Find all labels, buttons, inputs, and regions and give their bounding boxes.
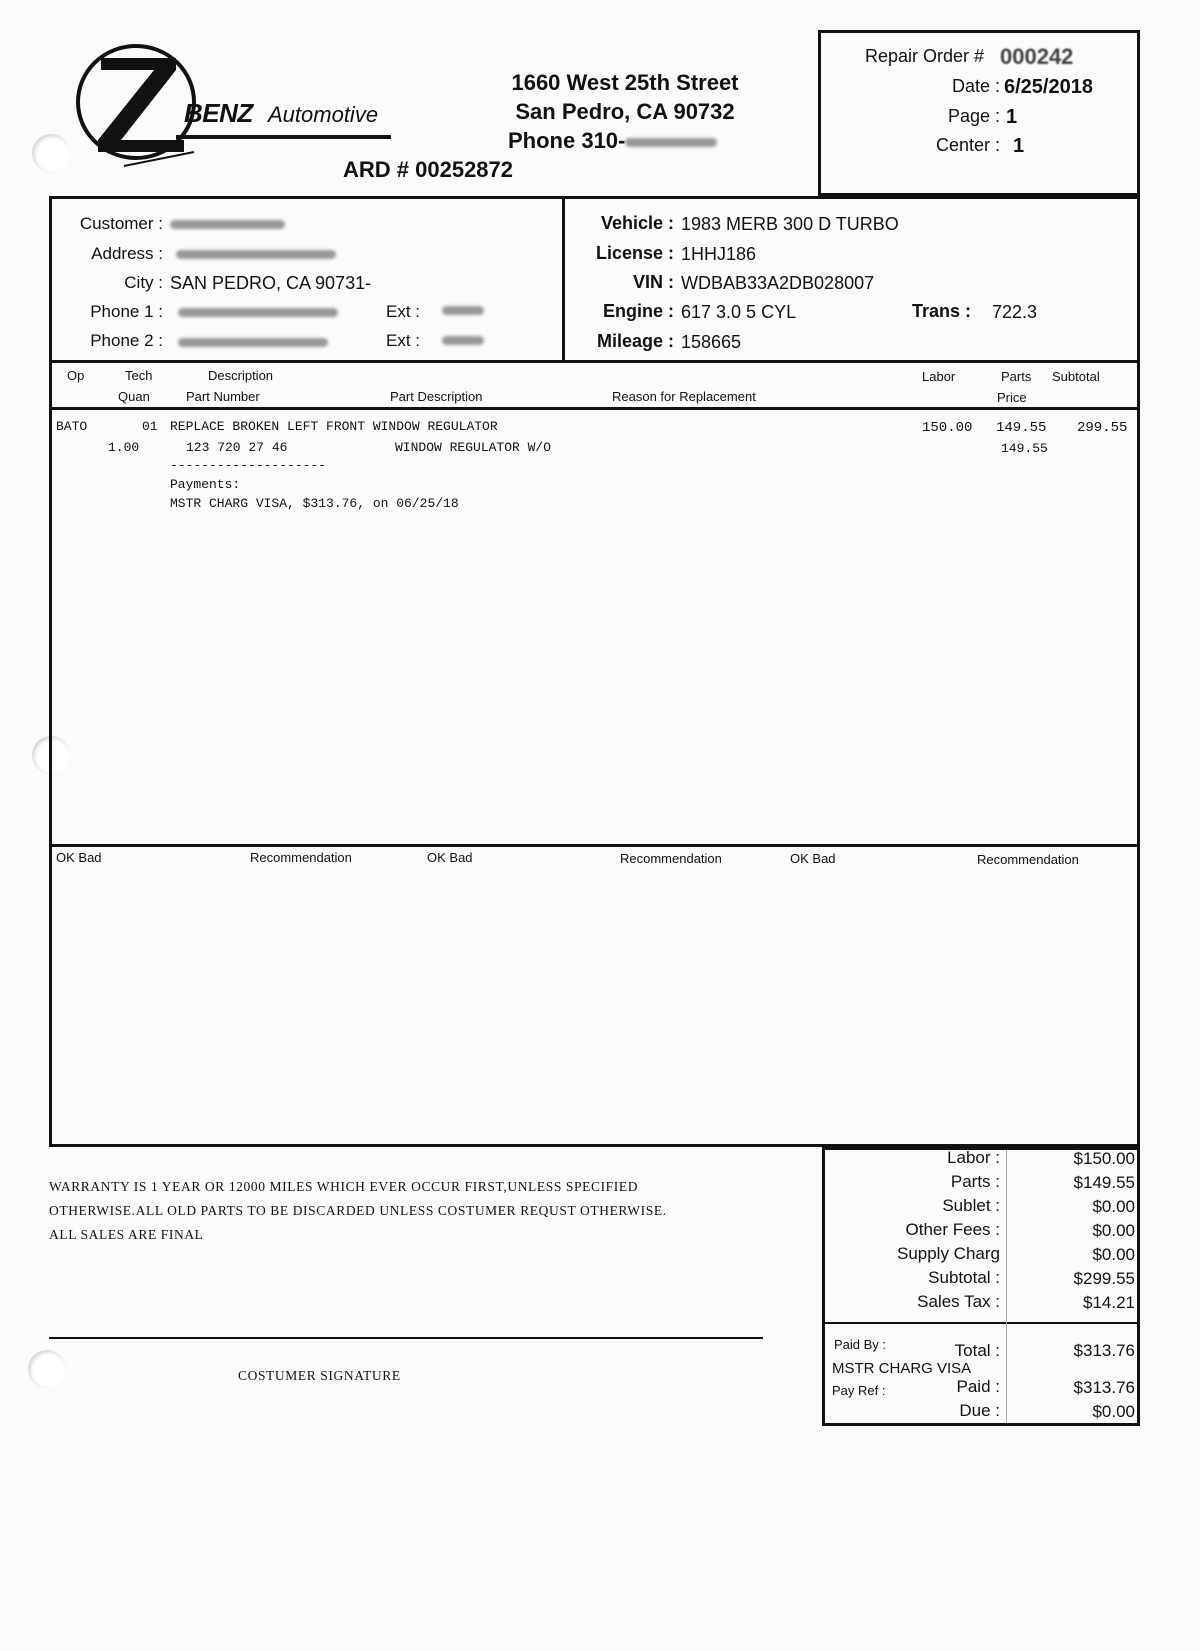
line-subtotal: 299.55: [1077, 420, 1128, 436]
page-value: 1: [1006, 106, 1018, 128]
totals-parts-value: $149.55: [1073, 1173, 1135, 1192]
totals-labor-label: Labor :: [947, 1148, 1000, 1167]
totals-due-value: $0.00: [1092, 1402, 1135, 1421]
totals-divider: [825, 1322, 1137, 1324]
redacted-phone1: [178, 308, 338, 317]
license-value: 1HHJ186: [681, 244, 757, 264]
shop-address-line1: 1660 West 25th Street: [511, 70, 739, 95]
header-divider: [49, 407, 1140, 410]
totals-paid-label: Paid :: [956, 1377, 1000, 1396]
city-value: SAN PEDRO, CA 90731-: [170, 273, 372, 293]
totals-subtotal-label: Subtotal :: [928, 1268, 1000, 1287]
line-tech: 01: [142, 419, 158, 434]
address-label: Address :: [91, 244, 163, 263]
totals-other-label: Other Fees :: [905, 1220, 1000, 1239]
rec-label-3: Recommendation: [977, 852, 1079, 867]
redacted-address: [176, 250, 336, 259]
phone2-label: Phone 2 :: [90, 331, 163, 350]
rec-okbad-1: OK Bad: [56, 850, 102, 865]
totals-sublet-value: $0.00: [1092, 1197, 1135, 1216]
shop-phone-label: Phone 310-: [508, 128, 626, 153]
date-value: 6/25/2018: [1004, 76, 1093, 98]
totals-labor-value: $150.00: [1073, 1149, 1135, 1168]
warranty-line2: OTHERWISE.ALL OLD PARTS TO BE DISCARDED UNLESS COSTUMER REQUST OTHERWISE.: [49, 1203, 667, 1218]
paid-by-label: Paid By :: [834, 1337, 887, 1352]
redacted-customer-name: [170, 220, 285, 229]
col-op: Op: [67, 368, 85, 383]
warranty-line3: ALL SALES ARE FINAL: [49, 1227, 204, 1242]
vehicle-label: Vehicle :: [600, 213, 674, 233]
col-reason: Reason for Replacement: [612, 389, 756, 404]
redacted-ext2: [442, 336, 484, 345]
page-label: Page :: [947, 106, 1000, 126]
pay-ref-label: Pay Ref :: [832, 1383, 886, 1398]
mileage-label: Mileage :: [596, 331, 674, 351]
totals-paid-value: $313.76: [1073, 1378, 1135, 1397]
col-part-description: Part Description: [390, 389, 483, 404]
punch-hole-bottom: [28, 1350, 66, 1388]
line-part-number: 123 720 27 46: [186, 440, 288, 455]
repair-order-label: Repair Order #: [865, 46, 985, 66]
col-part-number: Part Number: [186, 389, 260, 404]
col-quan: Quan: [118, 389, 150, 404]
date-label: Date :: [951, 76, 1000, 96]
warranty-line1: WARRANTY IS 1 YEAR OR 12000 MILES WHICH EVER OCCUR FIRST,UNLESS SPECIFIED: [49, 1179, 639, 1194]
totals-tax-value: $14.21: [1083, 1293, 1135, 1312]
mileage-value: 158665: [681, 332, 742, 352]
recommendations-box: [49, 844, 1140, 1147]
license-label: License :: [595, 243, 674, 263]
redacted-phone: [625, 138, 717, 147]
center-value: 1: [1013, 135, 1025, 157]
line-part-description: WINDOW REGULATOR W/O: [395, 440, 552, 455]
logo-automotive-text: Automotive: [268, 102, 379, 127]
shop-address-line2: San Pedro, CA 90732: [515, 99, 735, 124]
totals-other-value: $0.00: [1092, 1221, 1135, 1240]
totals-supply-label: Supply Charg: [896, 1244, 1000, 1263]
engine-label: Engine :: [603, 301, 674, 321]
punch-hole-top: [32, 134, 70, 172]
signature-label: COSTUMER SIGNATURE: [238, 1368, 401, 1383]
phone1-label: Phone 1 :: [90, 302, 163, 321]
col-labor: Labor: [922, 369, 956, 384]
vehicle-value: 1983 MERB 300 D TURBO: [681, 214, 899, 234]
rec-label-1: Recommendation: [250, 850, 352, 865]
ext1-label: Ext :: [386, 302, 421, 321]
totals-due-label: Due :: [959, 1401, 1000, 1420]
col-price: Price: [997, 390, 1027, 405]
totals-parts-label: Parts :: [950, 1172, 1000, 1191]
totals-sublet-label: Sublet :: [942, 1196, 1000, 1215]
engine-value: 617 3.0 5 CYL: [681, 302, 797, 322]
line-description: REPLACE BROKEN LEFT FRONT WINDOW REGULATOR: [170, 419, 498, 434]
trans-label: Trans :: [912, 301, 972, 321]
ext2-label: Ext :: [386, 331, 421, 350]
ard-number: ARD # 00252872: [343, 157, 514, 182]
line-part-price: 149.55: [1001, 441, 1048, 456]
warranty-text: [49, 1175, 667, 1247]
line-parts: 149.55: [996, 420, 1047, 436]
line-op: BATO: [56, 419, 88, 434]
paid-by-value: MSTR CHARG VISA: [832, 1360, 972, 1377]
vin-value: WDBAB33A2DB028007: [681, 273, 875, 293]
line-labor: 150.00: [922, 420, 973, 436]
col-subtotal: Subtotal: [1052, 369, 1100, 384]
line-separator: --------------------: [170, 458, 327, 473]
payments-line: MSTR CHARG VISA, $313.76, on 06/25/18: [170, 496, 459, 511]
vin-label: VIN :: [632, 272, 674, 292]
totals-subtotal-value: $299.55: [1073, 1269, 1135, 1288]
rec-label-2: Recommendation: [620, 851, 722, 866]
line-quan: 1.00: [108, 440, 140, 455]
trans-value: 722.3: [992, 302, 1038, 322]
rec-okbad-2: OK Bad: [427, 850, 473, 865]
repair-order-number: 000242: [1000, 44, 1074, 69]
redacted-ext1: [442, 306, 484, 315]
redacted-phone2: [178, 338, 328, 347]
city-label: City :: [124, 273, 163, 292]
totals-tax-label: Sales Tax :: [917, 1292, 1000, 1311]
shop-phone: [508, 128, 717, 154]
totals-total-value: $313.76: [1073, 1341, 1135, 1360]
shop-logo: [76, 40, 406, 175]
totals-total-label: Total :: [954, 1341, 1000, 1360]
col-description: Description: [208, 368, 274, 383]
center-label: Center :: [935, 135, 1000, 155]
repair-order-value: [1000, 44, 1073, 70]
logo-benz-text: BENZ: [184, 98, 253, 128]
signature-line: [49, 1337, 763, 1339]
customer-label: Customer :: [79, 214, 163, 233]
totals-supply-value: $0.00: [1092, 1245, 1135, 1264]
rec-okbad-3: OK Bad: [790, 851, 836, 866]
payments-label: Payments:: [170, 477, 241, 492]
col-tech: Tech: [125, 368, 153, 383]
col-parts: Parts: [1001, 369, 1032, 384]
